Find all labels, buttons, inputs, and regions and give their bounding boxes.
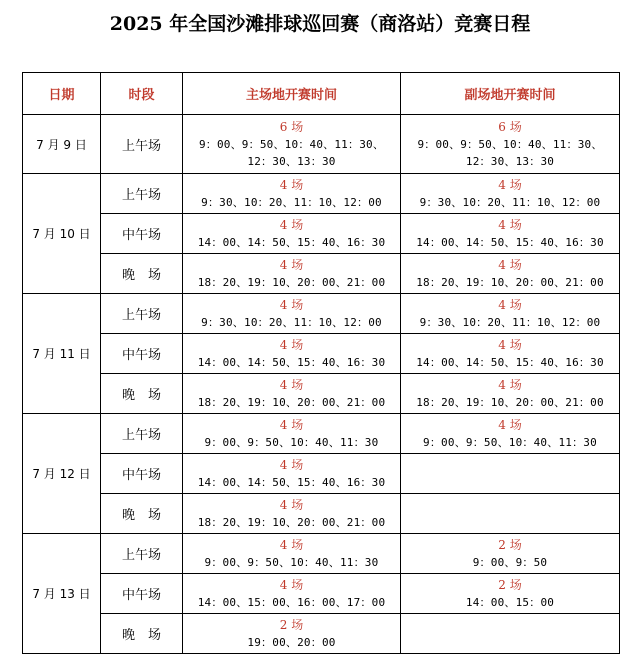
- schedule-table: [22, 72, 620, 654]
- date-cell: 7 月 11 日: [23, 294, 101, 414]
- main-venue-cell: [183, 115, 401, 174]
- period-cell: 中午场: [101, 454, 183, 494]
- table-row: [23, 374, 620, 414]
- match-count: 4 场: [279, 177, 304, 192]
- match-count: 4 场: [498, 337, 522, 352]
- match-count: 2 场: [498, 537, 522, 552]
- match-times: 14：00、14：50、15：40、16：30: [416, 235, 604, 249]
- period-cell: 中午场: [101, 214, 183, 254]
- match-times: 9：00、9：50、10：40、11：30、: [417, 137, 603, 151]
- page-title: 2025 年全国沙滩排球巡回赛（商洛站）竞赛日程: [109, 13, 531, 35]
- match-times: 18：20、19：10、20：00、21：00: [416, 395, 604, 409]
- match-times: 18：20、19：10、20：00、21：00: [416, 275, 604, 289]
- period-cell: 上午场: [101, 115, 183, 174]
- match-times: 18：20、19：10、20：00、21：00: [197, 275, 386, 289]
- match-count: 4 场: [279, 457, 304, 472]
- match-count: 4 场: [279, 497, 304, 512]
- table-row: [23, 115, 620, 174]
- table-row: [23, 534, 620, 574]
- sub-venue-cell: [401, 374, 620, 414]
- sub-venue-cell: [401, 534, 620, 574]
- match-times: 9：30、10：20、11：10、12：00: [201, 195, 382, 209]
- date-cell: 7 月 12 日: [23, 414, 101, 534]
- match-times: 12：30、13：30: [247, 154, 336, 168]
- sub-venue-cell: [401, 614, 620, 654]
- match-times: 14：00、14：50、15：40、16：30: [197, 235, 386, 249]
- match-times: 14：00、14：50、15：40、16：30: [197, 475, 386, 489]
- match-count: 4 场: [498, 377, 522, 392]
- match-times: 18：20、19：10、20：00、21：00: [197, 515, 386, 529]
- date-cell: 7 月 9 日: [23, 115, 101, 174]
- header-row: [23, 73, 620, 115]
- table-row: [23, 414, 620, 454]
- sub-venue-cell: [401, 414, 620, 454]
- match-count: 6 场: [498, 119, 522, 134]
- sub-venue-cell: [401, 454, 620, 494]
- schedule-body: [23, 115, 620, 654]
- period-cell: 中午场: [101, 334, 183, 374]
- table-row: [23, 494, 620, 534]
- match-times: 9：30、10：20、11：10、12：00: [419, 195, 601, 209]
- main-venue-cell: [183, 214, 401, 254]
- header-date: 日期: [23, 73, 101, 115]
- match-count: 4 场: [498, 217, 522, 232]
- sub-venue-cell: [401, 334, 620, 374]
- period-cell: 上午场: [101, 294, 183, 334]
- main-venue-cell: [183, 174, 401, 214]
- match-times: 14：00、14：50、15：40、16：30: [197, 355, 386, 369]
- match-times: 9：00、9：50、10：40、11：30: [204, 435, 379, 449]
- match-count: 4 场: [279, 577, 304, 592]
- match-count: 4 场: [498, 417, 522, 432]
- main-venue-cell: [183, 494, 401, 534]
- table-row: [23, 614, 620, 654]
- match-count: 4 场: [279, 217, 304, 232]
- match-times: 14：00、15：00: [465, 595, 555, 609]
- header-main-venue: 主场地开赛时间: [183, 73, 401, 115]
- header-sub-venue: 副场地开赛时间: [401, 73, 620, 115]
- main-venue-cell: [183, 414, 401, 454]
- header-period: 时段: [101, 73, 183, 115]
- match-count: 4 场: [279, 417, 304, 432]
- main-venue-cell: [183, 254, 401, 294]
- period-cell: 晚 场: [101, 254, 183, 294]
- main-venue-cell: [183, 614, 401, 654]
- table-row: [23, 294, 620, 334]
- match-count: 4 场: [279, 257, 304, 272]
- table-row: [23, 574, 620, 614]
- match-times: 14：00、15：00、16：00、17：00: [197, 595, 386, 609]
- match-times: 9：00、9：50: [472, 555, 548, 569]
- match-times: 14：00、14：50、15：40、16：30: [416, 355, 604, 369]
- match-count: 2 场: [279, 617, 304, 632]
- match-times: 9：00、9：50、10：40、11：30: [423, 435, 597, 449]
- match-times: 9：30、10：20、11：10、12：00: [201, 315, 382, 329]
- sub-venue-cell: [401, 494, 620, 534]
- table-row: [23, 454, 620, 494]
- table-row: [23, 334, 620, 374]
- match-count: 4 场: [498, 297, 522, 312]
- match-times: 19：00、20：00: [247, 635, 336, 649]
- period-cell: 晚 场: [101, 614, 183, 654]
- main-venue-cell: [183, 534, 401, 574]
- table-row: [23, 254, 620, 294]
- match-times: 9：00、9：50、10：40、11：30、: [198, 137, 385, 151]
- table-row: [23, 174, 620, 214]
- period-cell: 晚 场: [101, 374, 183, 414]
- match-count: 4 场: [498, 257, 522, 272]
- main-venue-cell: [183, 574, 401, 614]
- match-times: 9：30、10：20、11：10、12：00: [419, 315, 601, 329]
- period-cell: 上午场: [101, 534, 183, 574]
- sub-venue-cell: [401, 294, 620, 334]
- date-cell: 7 月 10 日: [23, 174, 101, 294]
- sub-venue-cell: [401, 115, 620, 174]
- match-times: 12：30、13：30: [465, 154, 555, 168]
- match-count: 4 场: [279, 377, 304, 392]
- match-count: 2 场: [498, 577, 522, 592]
- period-cell: 上午场: [101, 174, 183, 214]
- match-count: 4 场: [279, 337, 304, 352]
- match-times: 9：00、9：50、10：40、11：30: [204, 555, 379, 569]
- match-count: 6 场: [279, 119, 304, 134]
- match-count: 4 场: [279, 537, 304, 552]
- sub-venue-cell: [401, 574, 620, 614]
- period-cell: 晚 场: [101, 494, 183, 534]
- match-count: 4 场: [279, 297, 304, 312]
- match-count: 4 场: [498, 177, 522, 192]
- sub-venue-cell: [401, 254, 620, 294]
- date-cell: 7 月 13 日: [23, 534, 101, 654]
- match-times: 18：20、19：10、20：00、21：00: [197, 395, 386, 409]
- table-row: [23, 214, 620, 254]
- main-venue-cell: [183, 454, 401, 494]
- sub-venue-cell: [401, 174, 620, 214]
- period-cell: 中午场: [101, 574, 183, 614]
- main-venue-cell: [183, 334, 401, 374]
- main-venue-cell: [183, 374, 401, 414]
- period-cell: 上午场: [101, 414, 183, 454]
- sub-venue-cell: [401, 214, 620, 254]
- main-venue-cell: [183, 294, 401, 334]
